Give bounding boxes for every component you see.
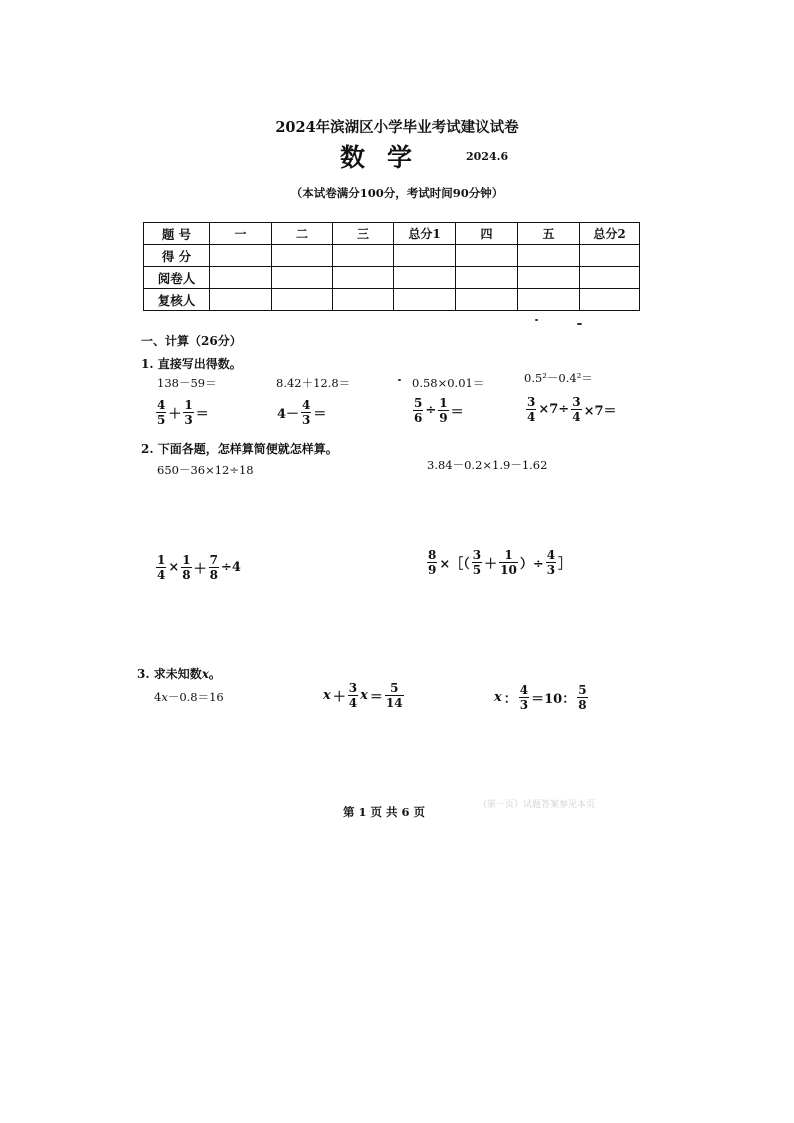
fraction: $\frac{1}{10}$	[500, 548, 517, 577]
table-row	[144, 245, 640, 267]
table-cell	[333, 267, 394, 289]
oral-calc: 138－59＝	[157, 376, 217, 390]
table-cell	[580, 245, 640, 267]
table-cell	[456, 267, 518, 289]
fraction: $\frac{1}{3}$	[184, 398, 193, 427]
simplify-expression: $\frac{1}{4}$ × $\frac{1}{8}$ ＋ $\frac{7}{8}$ ÷4	[157, 553, 241, 582]
table-cell	[394, 245, 456, 267]
question-3-label: 3. 求未知数x。	[137, 667, 221, 681]
solve-equation: 4x－0.8＝16	[154, 690, 224, 704]
table-cell	[518, 267, 580, 289]
scan-speck	[535, 319, 538, 321]
row-label-grader: 阅卷人	[144, 267, 210, 289]
table-cell	[272, 245, 333, 267]
oral-calc: 0.5²－0.4²＝	[524, 371, 593, 385]
table-header-cell: 四	[456, 223, 518, 245]
table-header-cell: 总分1	[394, 223, 456, 245]
table-cell	[272, 289, 333, 311]
table-cell	[394, 267, 456, 289]
fraction: $\frac{4}{5}$	[157, 398, 166, 427]
fraction: $\frac{3}{5}$	[472, 548, 482, 577]
fraction: $\frac{1}{8}$	[182, 553, 191, 582]
fraction: $\frac{5}{6}$	[414, 396, 423, 425]
table-cell	[210, 267, 272, 289]
faint-bleed-text: （第一页）试题答案参见本页	[478, 800, 596, 810]
table-row	[144, 267, 640, 289]
oral-calc-fraction: 4－ $\frac{4}{3}$ ＝	[277, 398, 327, 427]
table-header-cell: 题 号	[144, 223, 210, 245]
exam-note: （本试卷满分100分，考试时间90分钟）	[290, 186, 504, 200]
solve-equation: x ＋ $\frac{3}{4}$ x ＝ $\frac{5}{14}$	[323, 681, 403, 710]
page-number: 第 1 页 共 6 页	[343, 805, 426, 819]
score-table	[143, 222, 640, 311]
simplify-expression: 3.84－0.2×1.9－1.62	[427, 458, 548, 472]
subject-title: 数学	[340, 143, 435, 172]
exam-title: 2024年滨湖区小学毕业考试建议试卷	[275, 119, 519, 136]
question-2-label: 2. 下面各题，怎样算简便就怎样算。	[141, 442, 338, 456]
table-header-cell: 一	[210, 223, 272, 245]
table-cell	[333, 289, 394, 311]
table-cell	[456, 245, 518, 267]
fraction: $\frac{8}{9}$	[428, 548, 437, 577]
fraction: $\frac{4}{3}$	[519, 683, 529, 712]
fraction: $\frac{3}{4}$	[348, 681, 358, 710]
oral-calc: 0.58×0.01＝	[412, 376, 485, 390]
fraction: $\frac{1}{9}$	[439, 396, 448, 425]
table-cell	[518, 289, 580, 311]
table-cell	[333, 245, 394, 267]
scan-speck	[398, 379, 401, 381]
oral-calc-fraction: $\frac{3}{4}$ ×7÷ $\frac{3}{4}$ ×7＝	[527, 395, 617, 424]
scan-speck	[577, 323, 582, 325]
oral-calc-fraction: $\frac{4}{5}$ ＋ $\frac{1}{3}$ ＝	[157, 398, 209, 427]
table-cell	[456, 289, 518, 311]
fraction: $\frac{3}{4}$	[572, 395, 581, 424]
simplify-expression: 650－36×12÷18	[157, 463, 254, 477]
fraction: $\frac{3}{4}$	[527, 395, 536, 424]
score-table-header-row	[144, 223, 640, 245]
question-1-label: 1. 直接写出得数。	[141, 357, 242, 371]
table-header-cell: 三	[333, 223, 394, 245]
table-cell	[580, 267, 640, 289]
table-cell	[394, 289, 456, 311]
fraction: $\frac{4}{3}$	[546, 548, 556, 577]
row-label-reviewer: 复核人	[144, 289, 210, 311]
table-header-cell: 二	[272, 223, 333, 245]
fraction: $\frac{1}{4}$	[157, 553, 166, 582]
table-cell	[210, 245, 272, 267]
simplify-expression: $\frac{8}{9}$ ×［（ $\frac{3}{5}$ ＋ $\frac{1}{10}$ ）÷ $\frac{4}{3}$ ］	[428, 548, 572, 577]
table-cell	[580, 289, 640, 311]
table-header-cell: 五	[518, 223, 580, 245]
table-cell	[518, 245, 580, 267]
table-cell	[210, 289, 272, 311]
fraction: $\frac{4}{3}$	[302, 398, 311, 427]
fraction: $\frac{7}{8}$	[209, 553, 218, 582]
fraction: $\frac{5}{8}$	[578, 683, 587, 712]
table-row	[144, 289, 640, 311]
solve-equation: x ： $\frac{4}{3}$ ＝10： $\frac{5}{8}$	[494, 683, 587, 712]
table-header-cell: 总分2	[580, 223, 640, 245]
fraction: $\frac{5}{14}$	[385, 681, 403, 710]
row-label-score: 得 分	[144, 245, 210, 267]
section-heading: 一、计算（26分）	[141, 334, 242, 348]
exam-date: 2024.6	[466, 150, 509, 163]
table-cell	[272, 267, 333, 289]
oral-calc-fraction: $\frac{5}{6}$ ÷ $\frac{1}{9}$ ＝	[414, 396, 464, 425]
oral-calc: 8.42＋12.8＝	[276, 376, 351, 390]
